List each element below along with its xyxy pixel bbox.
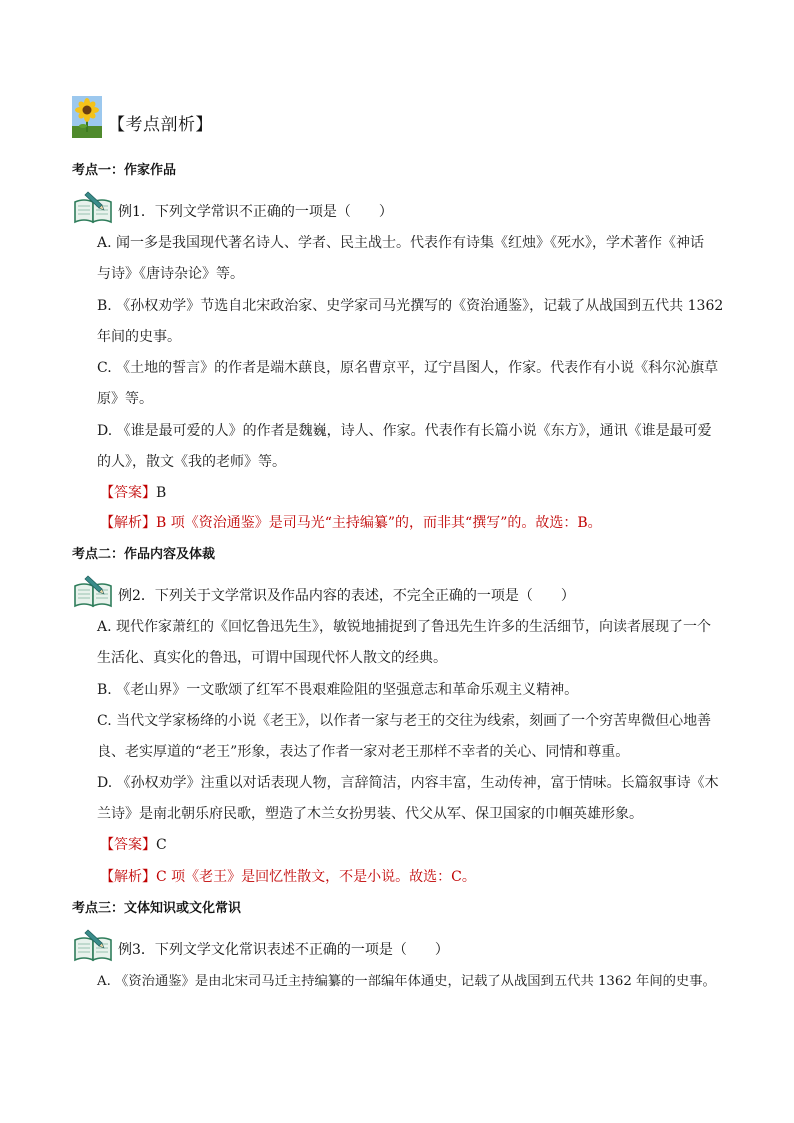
option-line: 生活化、真实化的鲁迅，可谓中国现代怀人散文的经典。 xyxy=(97,650,447,666)
answer-line xyxy=(100,484,166,502)
section-header-title: 【考点剖析】 xyxy=(108,115,213,135)
option-line: A. 闻一多是我国现代著名诗人、学者、民主战士。代表作有诗集《红烛》《死水》，学术著作《神话 xyxy=(97,235,705,251)
example-question-row xyxy=(72,572,575,608)
option-line: A. 《资治通鉴》是由北宋司马迁主持编纂的一部编年体通史，记载了从战国到五代共 1362 年间的史事。 xyxy=(97,974,716,989)
book-pencil-icon xyxy=(72,572,116,608)
option-d xyxy=(97,416,725,478)
analysis-line xyxy=(100,868,476,886)
answer-line xyxy=(100,836,167,854)
option-line: A. 现代作家萧红的《回忆鲁迅先生》，敏锐地捕捉到了鲁迅先生许多的生活细节，向读者展现了一个 xyxy=(97,619,712,635)
option-line: C. 当代文学家杨绛的小说《老王》，以作者一家与老王的交往为线索，刻画了一个穷苦卑微但心地善 xyxy=(97,713,712,729)
option-line: 良、老实厚道的“老王”形象，表达了作者一家对老王那样不幸者的关心、同情和尊重。 xyxy=(97,744,630,760)
answer-label: 【答案】 xyxy=(100,485,156,501)
section-title: 考点二：作品内容及体裁 xyxy=(72,547,216,562)
analysis-label: 【解析】 xyxy=(100,869,156,885)
option-line: 与诗》《唐诗杂论》等。 xyxy=(97,266,244,282)
question-text: 例2．下列关于文学常识及作品内容的表述，不完全正确的一项是（ ） xyxy=(118,588,575,604)
book-pencil-icon xyxy=(72,188,116,224)
example-question-row xyxy=(72,188,393,224)
section-header xyxy=(72,96,213,138)
sunflower-icon xyxy=(72,96,102,138)
option-a xyxy=(97,228,725,290)
section-title: 考点三：文体知识或文化常识 xyxy=(72,901,242,916)
answer-label: 【答案】 xyxy=(100,837,156,853)
option-line: C. 《土地的誓言》的作者是端木蕻良，原名曹京平，辽宁昌图人，作家。代表作有小说《科尔沁旗草 xyxy=(97,360,719,376)
option-line: D. 《谁是最可爱的人》的作者是魏巍，诗人、作家。代表作有长篇小说《东方》，通讯《谁是最可爱 xyxy=(97,423,712,439)
option-c xyxy=(97,706,725,768)
question-text: 例1．下列文学常识不正确的一项是（ ） xyxy=(118,204,393,220)
option-line: 年间的史事。 xyxy=(97,329,181,345)
analysis-line xyxy=(100,514,602,532)
option-a xyxy=(97,612,725,674)
example-question-row xyxy=(72,926,449,962)
option-line: 兰诗》是南北朝乐府民歌，塑造了木兰女扮男装、代父从军、保卫国家的巾帼英雄形象。 xyxy=(97,806,643,822)
analysis-text: C 项《老王》是回忆性散文，不是小说。故选：C。 xyxy=(156,869,476,885)
option-b xyxy=(97,291,725,353)
analysis-label: 【解析】 xyxy=(100,515,156,531)
option-b xyxy=(97,675,725,706)
option-c xyxy=(97,353,725,415)
answer-value: B xyxy=(156,485,167,501)
option-line: B. 《孙权劝学》节选自北宋政治家、史学家司马光撰写的《资治通鉴》，记载了从战国到五代共 1362 xyxy=(97,298,724,314)
option-a xyxy=(97,973,716,991)
option-line: B. 《老山界》一文歌颂了红军不畏艰难险阻的坚强意志和革命乐观主义精神。 xyxy=(97,682,579,698)
option-d xyxy=(97,768,725,830)
option-line: 原》等。 xyxy=(97,391,153,407)
book-pencil-icon xyxy=(72,926,116,962)
section-title: 考点一：作家作品 xyxy=(72,163,177,178)
option-line: 的人》，散文《我的老师》等。 xyxy=(97,454,286,470)
question-text: 例3．下列文学文化常识表述不正确的一项是（ ） xyxy=(118,942,449,958)
option-line: D. 《孙权劝学》注重以对话表现人物，言辞简洁，内容丰富，生动传神，富于情味。长篇叙事诗《木 xyxy=(97,775,719,791)
answer-value: C xyxy=(156,837,167,853)
analysis-text: B 项《资治通鉴》是司马光“主持编纂”的，而非其“撰写”的。故选：B。 xyxy=(156,515,602,531)
